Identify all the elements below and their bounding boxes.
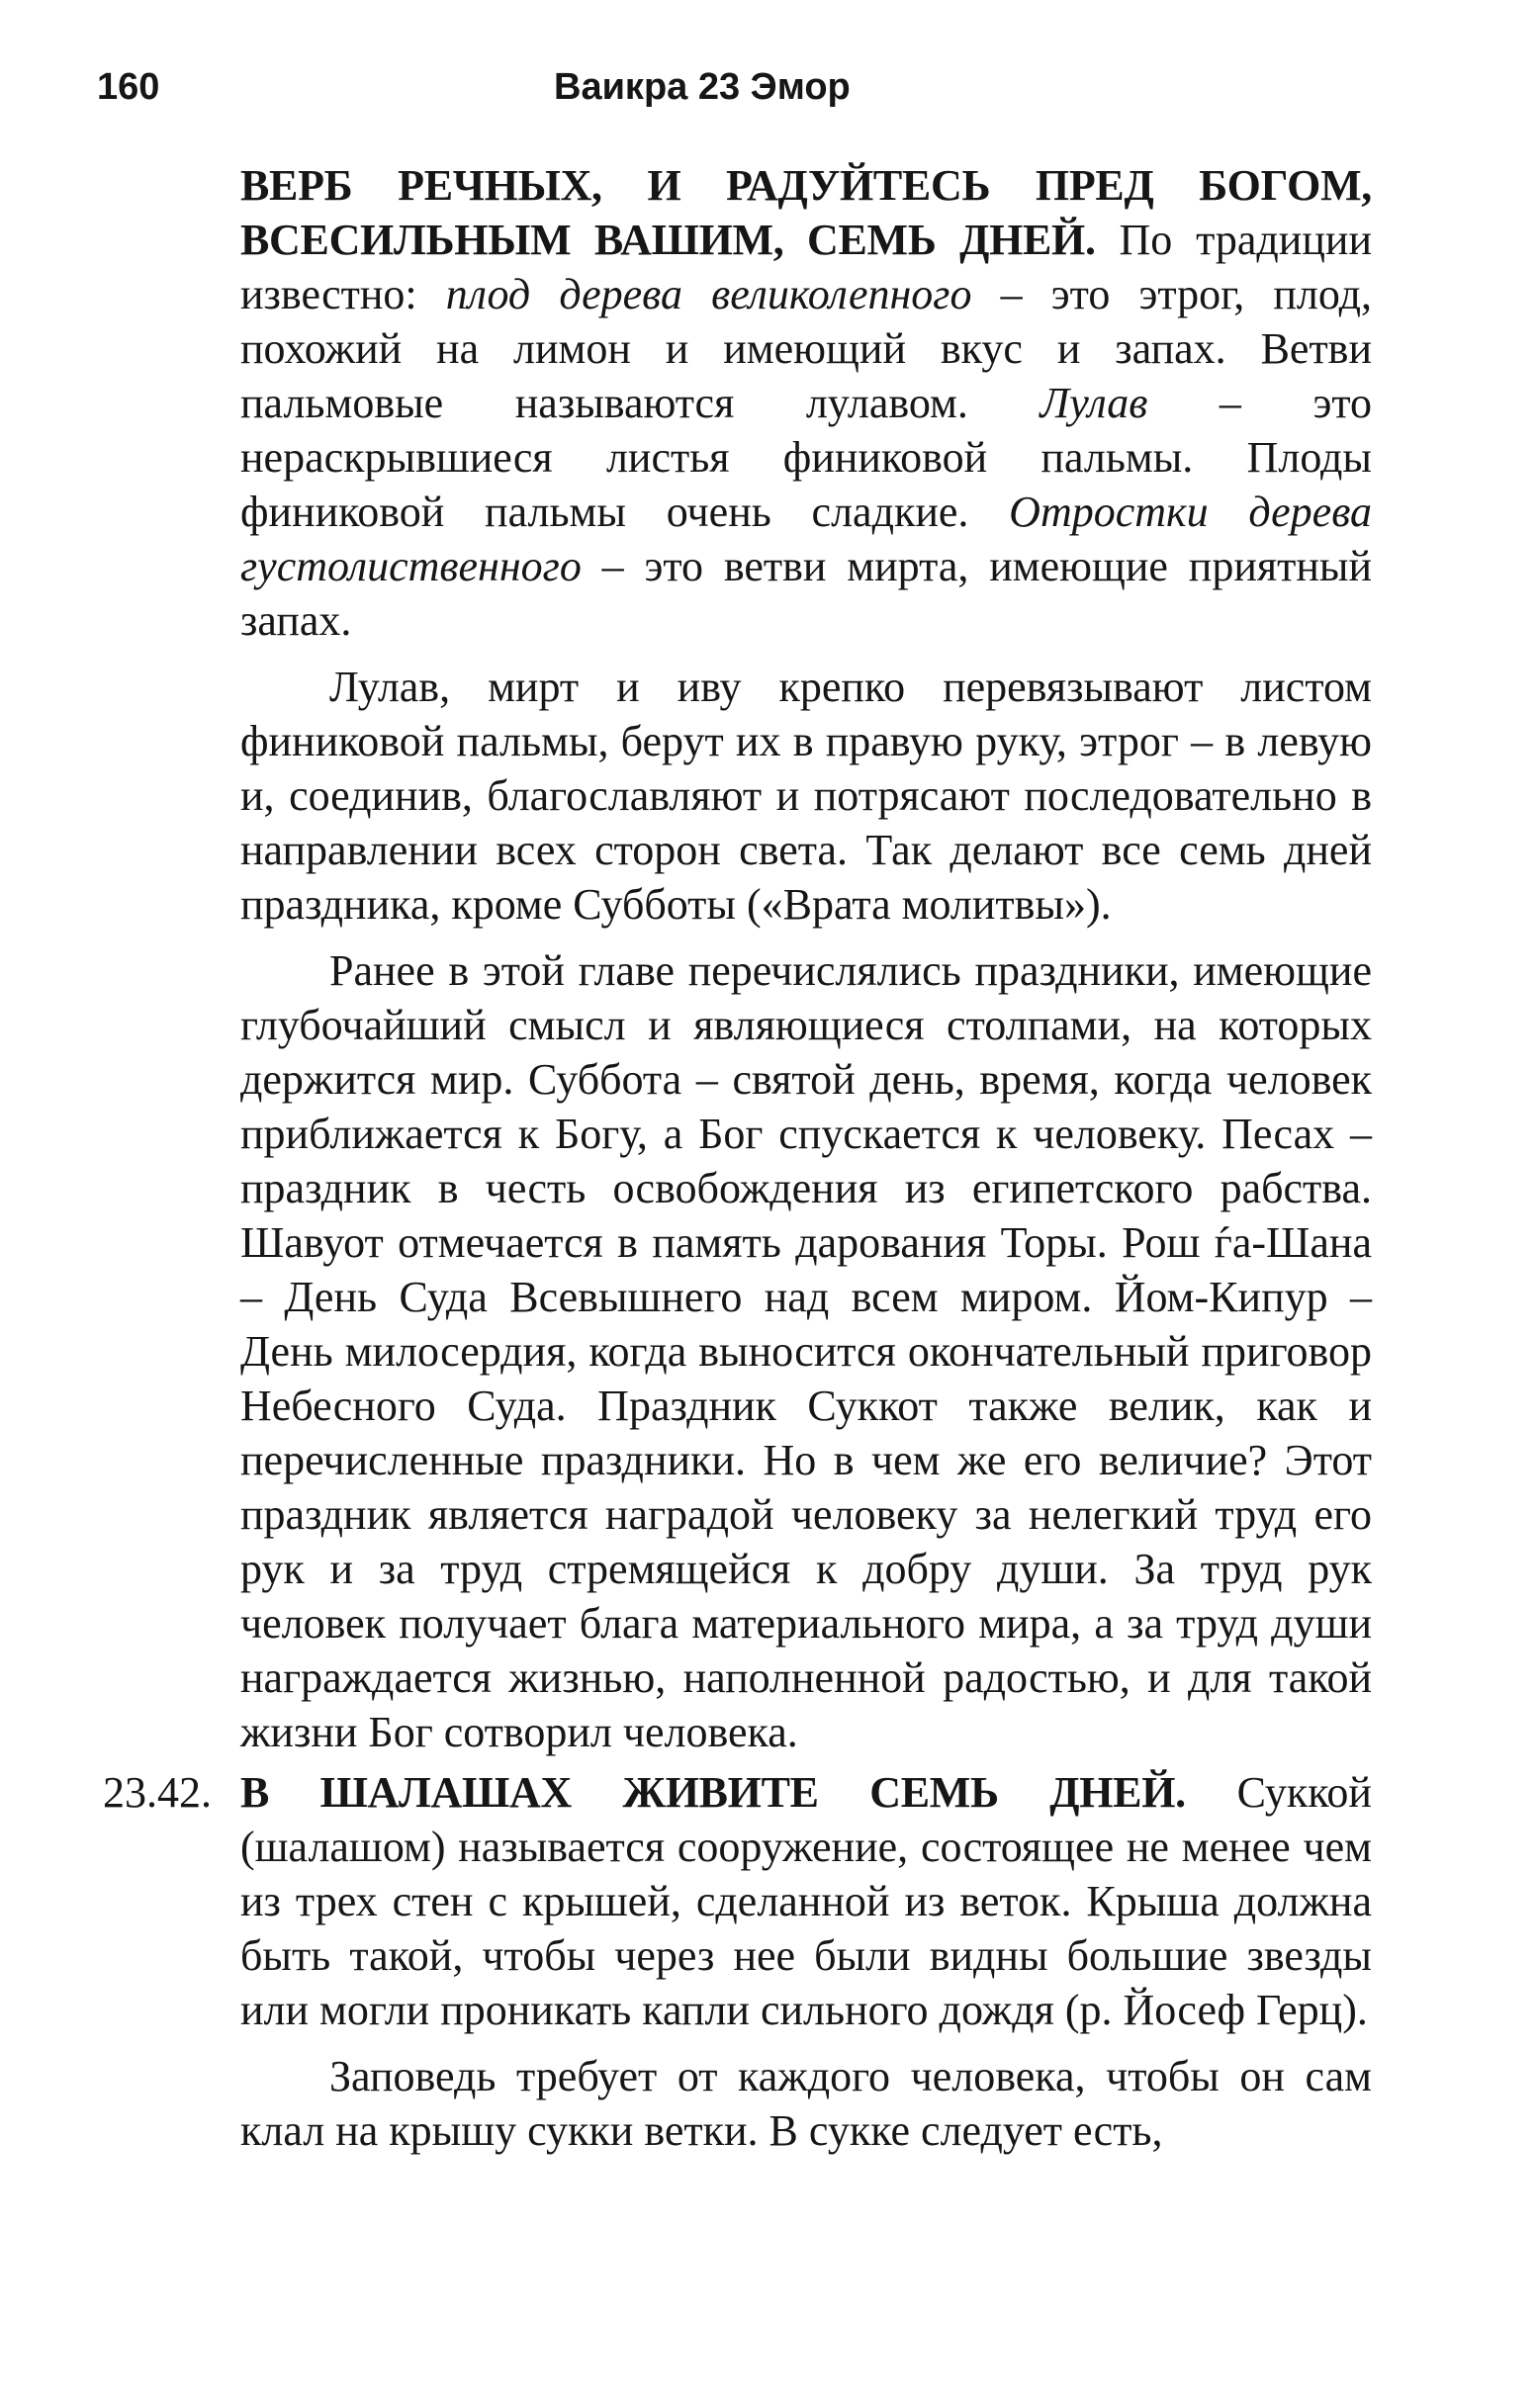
paragraph-text: По традиции известно: xyxy=(240,216,1372,318)
page-number: 160 xyxy=(97,66,160,108)
paragraph-text: – это этрог, плод, похожий на лимон и имеющий вкус и запах. Ветви пальмовые называются лулавом. xyxy=(240,270,1373,427)
running-title: Ваикра 23 Эмор xyxy=(554,66,851,108)
paragraph-text: – это нераскрывшиеся листья финиковой пальмы. Плоды финиковой пальмы очень сладкие. xyxy=(240,379,1372,536)
body-text xyxy=(103,158,1373,2158)
paragraph-continuation xyxy=(240,158,1372,648)
verse-paragraph xyxy=(103,1765,1372,2037)
paragraph: Заповедь требует от каждого человека, чтобы он сам клал на крышу сукки ветки. В сукке следует есть, xyxy=(240,2052,1372,2155)
paragraph: Ранее в этой главе перечислялись праздники, имеющие глубочайший смысл и являющиеся столпами, на которых держится мир. Суббота – святой день, время, когда человек приближается к Богу, а Бог спускается к человеку. Песах – праздник в честь освобождения из египетского рабства. Шавуот отмечается в память дарования Торы. Рош ѓа-Шана – День Суда Всевышнего над всем миром. Йом-Кипур – День милосердия, когда выносится окончательный приговор Небесного Суда. Праздник Суккот также велик, как и перечисленные праздники. Но в чем же его величие? Этот праздник является наградой человеку за нелегкий труд его рук и за труд стремящейся к добру души. За труд рук человек получает блага материального мира, а за труд души награждается жизнью, наполненной радостью, и для такой жизни Бог сотворил человека. xyxy=(240,946,1372,1756)
paragraph: Лулав, мирт и иву крепко перевязывают листом финиковой пальмы, берут их в правую руку, этрог – в левую и, соединив, благославляют и потрясают последовательно в направлении всех сторон света. Так делают все семь дней праздника, кроме Субботы («Врата молитвы»). xyxy=(240,663,1372,929)
italic-term: Отростки дерева густолиственного xyxy=(240,488,1373,590)
paragraph-text: – это ветви мирта, имеющие приятный запах. xyxy=(240,542,1372,645)
italic-term: Лулав xyxy=(1040,379,1148,427)
verse-quote: В ШАЛАШАХ ЖИВИТЕ СЕМЬ ДНЕЙ. xyxy=(240,1768,1186,1817)
italic-term: плод дерева великолепного xyxy=(445,270,972,318)
verse-number: 23.42. xyxy=(103,1768,212,1817)
paragraph-text: Суккой (шалашом) называется сооружение, состоящее не менее чем из трех стен с крышей, сделанной из веток. Крыша должна быть такой, чтобы через нее были видны большие звезды или могли проникать капли сильного дождя (р. Йосеф Герц). xyxy=(240,1768,1372,2034)
verse-quote: ВЕРБ РЕЧНЫХ, И РАДУЙТЕСЬ ПРЕД БОГОМ, ВСЕСИЛЬНЫМ ВАШИМ, СЕМЬ ДНЕЙ. xyxy=(240,161,1372,264)
